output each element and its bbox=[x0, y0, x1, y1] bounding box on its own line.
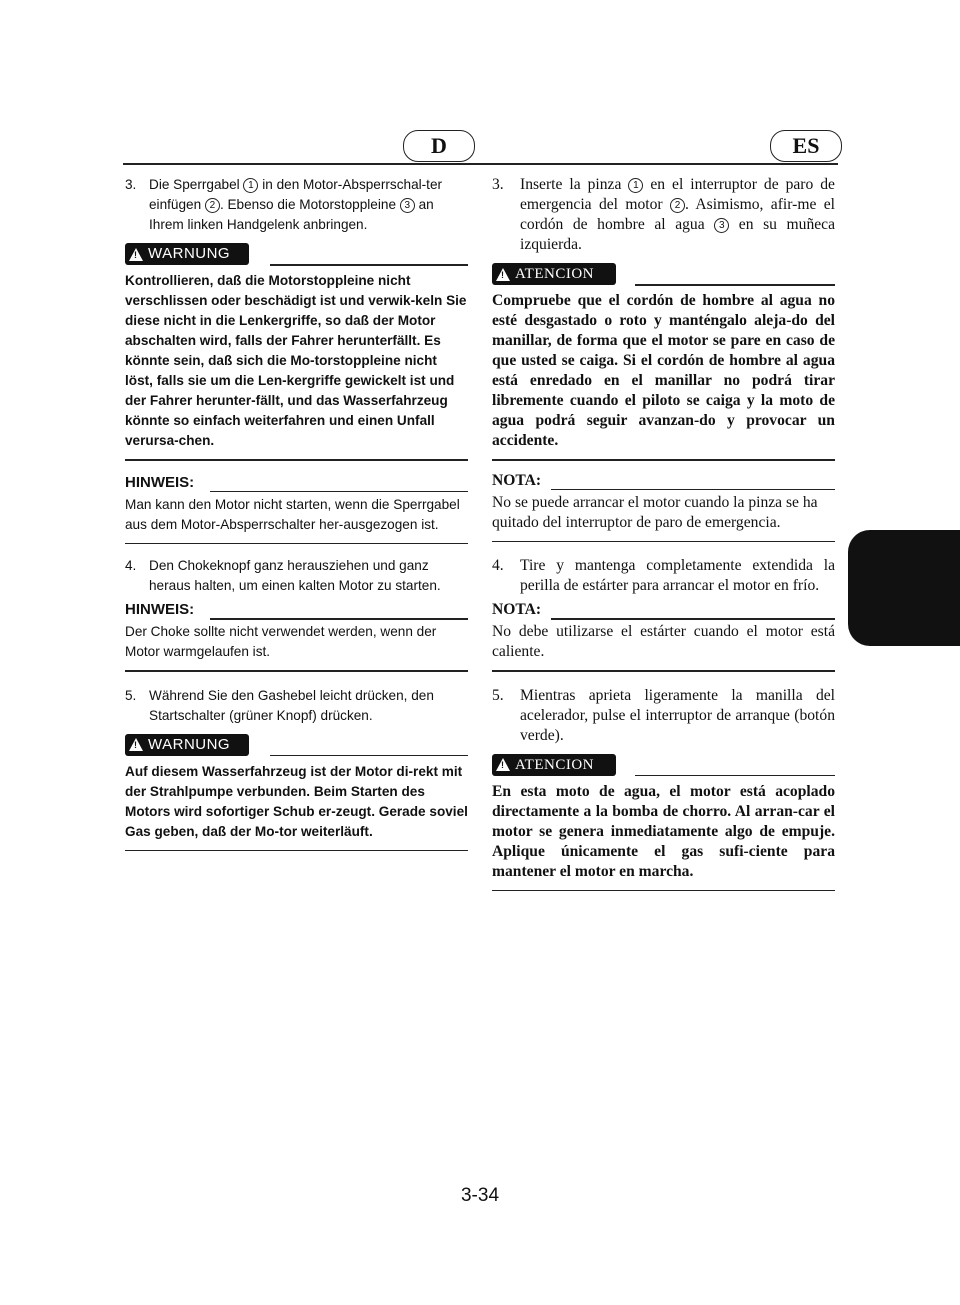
es-note-text-1: No se puede arrancar el motor cuando la pinza se ha quitado del interruptor de paro de emergencia. bbox=[492, 493, 818, 531]
divider bbox=[492, 459, 835, 461]
de-warning-text-1: Kontrollieren, daß die Motorstoppleine nicht verschlissen oder beschädigt ist und verwik-keln Sie diese nicht in die Lenkergriffe, so daß der Motor abschalten wird, falls der Fahrer herunterfällt. Es könnte sein, daß sich die Mo-torstoppleine nicht löst, falls sie um die Len-kergriffe gewickelt ist und der Fahrer herunter-fällt, und das Wasserfahrzeug könnte so einfach weiterfahren und einen Unfall verursa-chen. bbox=[125, 273, 467, 448]
note-rule bbox=[210, 618, 468, 620]
warning-rule bbox=[635, 284, 835, 286]
section-thumb-tab bbox=[848, 530, 960, 646]
header-rule bbox=[123, 163, 838, 165]
es-note-text-2: No debe utilizarse el estárter cuando el motor está caliente. bbox=[492, 623, 835, 660]
divider bbox=[125, 459, 468, 461]
es-note-header-2: NOTA: bbox=[492, 600, 835, 622]
de-step-5: 5. Während Sie den Gashebel leicht drücken, den Startschalter (grüner Knopf) drücken. bbox=[125, 687, 434, 723]
es-step-3: 3. Inserte la pinza 1 en el interruptor de paro de emergencia del motor 2 . Asimismo, afir-me el cordón de hombre al agua 3 en su muñeca izquierda. bbox=[492, 176, 836, 253]
warning-rule bbox=[635, 775, 835, 777]
de-note-text-2: Der Choke sollte nicht verwendet werden, wenn der Motor warmgelaufen ist. bbox=[125, 624, 437, 659]
warning-triangle-icon: ! bbox=[129, 738, 143, 751]
page-number: 3-34 bbox=[460, 1185, 500, 1206]
callout-1-icon: 1 bbox=[243, 178, 258, 193]
warning-badge: ! WARNUNG bbox=[125, 243, 249, 265]
note-rule bbox=[551, 618, 835, 620]
es-warning-header bbox=[492, 263, 835, 287]
de-step-3: 3. Die Sperrgabel 1 in den Motor-Absperrschal-ter einfügen 2 . Ebenso die Motorstoppleine 3 an Ihrem linken Handgelenk anbringen. bbox=[125, 177, 443, 232]
es-note-header-1: NOTA: bbox=[492, 471, 835, 493]
column-spanish bbox=[492, 175, 835, 897]
de-note-text-1: Man kann den Motor nicht starten, wenn die Sperrgabel aus dem Motor-Absperrschalter her-ausgezogen ist. bbox=[125, 496, 460, 532]
warning-rule bbox=[270, 755, 468, 757]
note-rule bbox=[210, 491, 468, 493]
divider bbox=[492, 890, 835, 892]
language-tab-es: ES bbox=[770, 130, 842, 162]
divider bbox=[125, 543, 468, 545]
es-step-5: 5. Mientras aprieta ligeramente la manilla del acelerador, pulse el interruptor de arranque (botón verde). bbox=[492, 686, 835, 744]
divider bbox=[125, 670, 468, 672]
divider bbox=[125, 850, 468, 852]
warning-triangle-icon: ! bbox=[496, 268, 510, 281]
es-step-4: 4. Tire y mantenga completamente extendida la perilla de estárter para arrancar el motor en frío. bbox=[492, 557, 835, 594]
warning-badge: ! WARNUNG bbox=[125, 734, 249, 756]
note-rule bbox=[551, 489, 835, 491]
callout-3-icon: 3 bbox=[714, 218, 729, 233]
de-warning-header bbox=[125, 243, 468, 267]
de-step-4: 4. Den Chokeknopf ganz herausziehen und ganz heraus halten, um einen kalten Motor zu starten. bbox=[125, 558, 441, 593]
divider bbox=[492, 541, 835, 543]
language-tab-d: D bbox=[403, 130, 475, 162]
de-note-header-1: HINWEIS: bbox=[125, 473, 468, 495]
es-warning-text-2: En esta moto de agua, el motor está acoplado directamente a la bomba de chorro. Al arran-car el motor se genera inmediatamente algo de empuje. Aplique únicamente el gas sufi-ciente para mantener el motor en marcha. bbox=[492, 782, 835, 880]
de-warning-header-2 bbox=[125, 734, 468, 758]
de-warning-text-2: Auf diesem Wasserfahrzeug ist der Motor di-rekt mit der Strahlpumpe verbunden. Beim Starten des Motors wird sofortiger Schub er-zeugt. Gerade soviel Gas geben, daß der Mo-tor weiterläuft. bbox=[125, 763, 468, 839]
callout-2-icon: 2 bbox=[205, 198, 220, 213]
de-note-header-2: HINWEIS: bbox=[125, 600, 468, 622]
divider bbox=[492, 670, 835, 672]
warning-rule bbox=[270, 264, 468, 266]
column-german bbox=[125, 175, 468, 857]
es-warning-text-1: Compruebe que el cordón de hombre al agua no esté desgastado o roto y manténgalo aleja-do del manillar, de forma que el motor se pare en caso de que usted se caiga. Si el cordón de hombre al agua está enredado en el manillar no podrá tirar libremente cuando el piloto se caiga y la moto de agua podrá seguir avanzan-do y provocar un accidente. bbox=[492, 292, 835, 449]
callout-1-icon: 1 bbox=[628, 178, 643, 193]
warning-badge: ! ATENCION bbox=[492, 263, 616, 285]
warning-badge: ! ATENCION bbox=[492, 754, 616, 776]
callout-3-icon: 3 bbox=[400, 198, 415, 213]
es-warning-header-2 bbox=[492, 754, 835, 778]
warning-triangle-icon: ! bbox=[496, 758, 510, 771]
warning-triangle-icon: ! bbox=[129, 248, 143, 261]
callout-2-icon: 2 bbox=[670, 198, 685, 213]
